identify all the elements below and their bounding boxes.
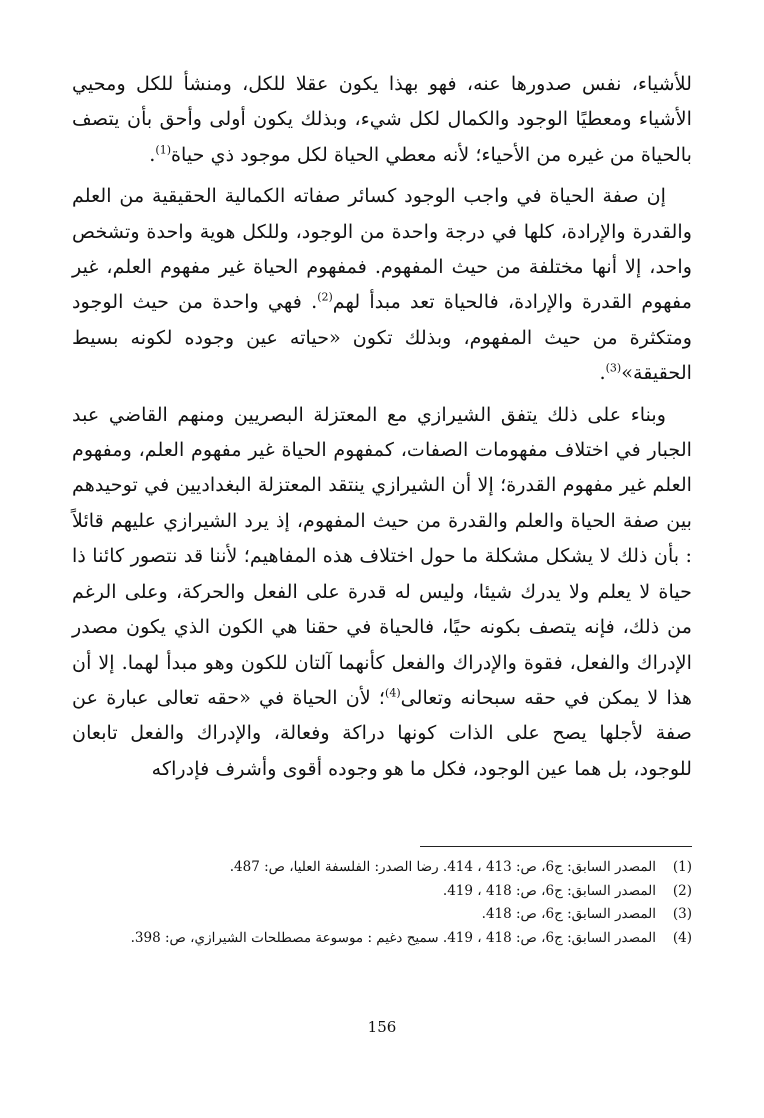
- footnotes: [72, 856, 692, 950]
- footnote-number: (4): [672, 929, 692, 946]
- footnote-text: المصدر السابق: ج6، ص: 418.: [481, 906, 656, 922]
- paragraph-3-text-a: وبناء على ذلك يتفق الشيرازي مع المعتزلة البصريين ومنهم القاضي عبد الجبار في اختلاف مفهومات الصفات، كمفهوم الحياة غير مفهوم العلم، ومفهوم العلم غير مفهوم القدرة؛ إلا أن الشيرازي ينتقد المعتزلة البغداديين في توحيدهم بين صفة الحياة والعلم والقدرة من حيث المفهوم، إذ يرد الشيرازي عليهم قائلاً : بأن ذلك لا يشكل مشكلة ما حول اختلاف هذه المفاهيم؛ لأننا قد نتصور كائنا ذا حياة لا يعلم ولا يدرك شيئا، وليس له قدرة على الفعل والحركة، وعلى الرغم من ذلك، فإنه يتصف بكونه حيًا، فالحياة في حقنا هي الكون الذي يكون مصدر الإدراك والفعل، فقوة والإدراك والفعل كأنهما آلتان للكون وهو مبدأ لهما. إلا أن هذا لا يمكن في حقه سبحانه وتعالى: [72, 402, 692, 709]
- footnote-1: [72, 856, 692, 880]
- footnote-separator: [420, 846, 692, 847]
- paragraph-2-text-c: .: [599, 361, 606, 385]
- paragraph-2: [72, 178, 692, 390]
- footnote-ref-3: (3): [605, 361, 622, 375]
- paragraph-1-text-a: للأشياء، نفس صدورها عنه، فهو بهذا يكون عقلا للكل، ومنشأ للكل ومحيي الأشياء ومعطيًا الوجود والكمال لكل شيء، وبذلك يكون أولى وأحق بأن يتصف بالحياة من غيره من الأحياء؛ لأنه معطي الحياة لكل موجود ذي حياة: [72, 72, 692, 166]
- footnote-3: [72, 903, 692, 927]
- paragraph-2-text-b: . فهي واحدة من حيث الوجود ومتكثرة من حيث المفهوم، وبذلك تكون «حياته عين وجوده لكونه بسيط الحقيقة»: [72, 290, 692, 385]
- paragraph-1-text-b: .: [149, 142, 156, 166]
- footnote-ref-2: (2): [317, 291, 333, 305]
- paragraph-2-text-a: إن صفة الحياة في واجب الوجود كسائر صفاته الكمالية الحقيقية من العلم والقدرة والإرادة، كلها في درجة واحدة من الوجود، وللكل هوية واحدة وتشخص واحد، إلا أنها مختلفة من حيث المفهوم. فمفهوم الحياة غير مفهوم العلم، غير مفهوم القدرة والإرادة، فالحياة تعد مبدأ لهم: [72, 184, 692, 314]
- main-text: [72, 66, 692, 792]
- footnote-number: (1): [672, 859, 692, 875]
- footnote-ref-1: (1): [155, 143, 171, 157]
- footnote-2: [72, 880, 692, 904]
- footnote-text: المصدر السابق: ج6، ص: 418 ، 419.: [442, 882, 656, 899]
- paragraph-1: [72, 66, 692, 172]
- footnote-text: المصدر السابق: ج6، ص: 418 ، 419. سميح دغيم : موسوعة مصطلحات الشيرازي، ص: 398.: [130, 929, 656, 946]
- footnote-number: (3): [672, 906, 692, 922]
- footnote-4: [72, 927, 692, 951]
- footnote-ref-4: (4): [385, 686, 401, 700]
- paragraph-3-text-b: ؛ لأن الحياة في «حقه تعالى عبارة عن صفة لأجلها يصح على الذات كونها دراكة وفعالة، والإدراك والفعل تابعان للوجود، بل هما عين الوجود، فكل ما هو وجوده أقوى وأشرف فإدراكه: [72, 685, 692, 780]
- footnote-text: المصدر السابق: ج6، ص: 413 ، 414. رضا الصدر: الفلسفة العليا، ص: 487.: [229, 859, 656, 875]
- paragraph-3: [72, 397, 692, 786]
- footnote-number: (2): [672, 882, 692, 899]
- page-number: 156: [367, 1018, 397, 1036]
